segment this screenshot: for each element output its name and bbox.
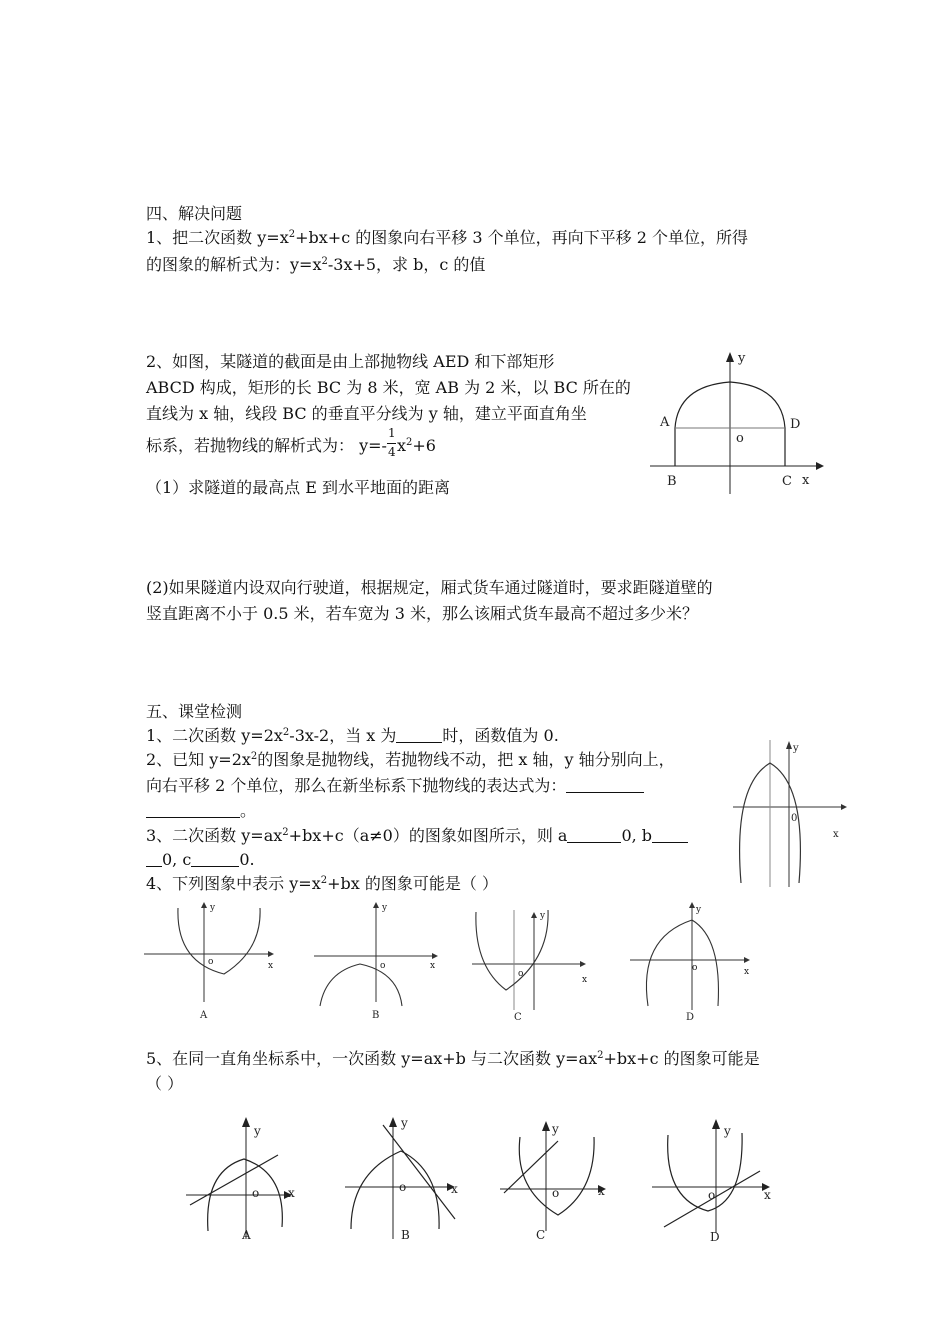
s5-q4: 4、下列图象中表示 $y=x^2+bx$ 的图象可能是（ ）	[146, 874, 498, 893]
tunnel-label-d: D	[790, 417, 801, 432]
tunnel-label-c: C	[782, 474, 792, 489]
s5-q2-line3: 。	[146, 801, 256, 821]
s4-q2-line2: ABCD 构成，矩形的长 BC 为 8 米，宽 AB 为 2 米，以 BC 所在的	[146, 378, 631, 397]
tunnel-label-a: A	[660, 415, 670, 430]
q4-option-a-graph	[142, 902, 282, 1022]
s5-q2-blank-b[interactable]	[146, 802, 240, 818]
q3-parabola-graph	[733, 735, 853, 890]
q4a-label-y: y	[210, 903, 216, 913]
s5-q3-blank-b2[interactable]	[146, 851, 162, 867]
s4-q2-sub2-line2: 竖直距离不小于 0.5 米，若车宽为 3 米，那么该厢式货车最高不超过多少米？	[146, 604, 698, 623]
s5-q5-line2: （ ）	[146, 1074, 184, 1093]
s5-q3-blank-a[interactable]	[567, 827, 621, 843]
q4a-label-o: o	[208, 957, 214, 967]
s4-q2-line3: 直线为 x 轴，线段 BC 的垂直平分线为 y 轴，建立平面直角坐	[146, 404, 587, 423]
q4d-label-o: o	[692, 963, 698, 973]
fraction-one-quarter: $\frac{1}{4}$	[387, 426, 396, 459]
tunnel-diagram	[650, 348, 830, 498]
q4b-label-y: y	[382, 903, 388, 913]
tunnel-label-b: B	[667, 474, 677, 489]
q5b-label-o: o	[399, 1180, 407, 1194]
q4-option-c-graph	[470, 902, 610, 1022]
s4-q2-line1: 2、如图，某隧道的截面是由上部抛物线 AED 和下部矩形	[146, 352, 555, 371]
q3-label-x: x	[833, 829, 839, 840]
s5-q2-line1: 2、已知 $y=2x^2$的图象是抛物线，若抛物线不动，把 x 轴，y 轴分别向上，	[146, 750, 675, 769]
tunnel-label-x: x	[802, 473, 810, 488]
s5-q2-blank-a[interactable]	[566, 777, 644, 793]
q4d-label-x: x	[744, 967, 750, 977]
q5c-label-o: o	[552, 1186, 560, 1200]
q5b-label-y: y	[401, 1116, 408, 1130]
tunnel-label-o: o	[736, 431, 744, 446]
q5c-label-x: x	[598, 1184, 605, 1198]
q5-option-d-label: D	[710, 1230, 720, 1244]
q3-label-y: y	[793, 743, 799, 754]
q5a-label-o: o	[252, 1186, 260, 1200]
q5d-label-o: o	[708, 1188, 716, 1202]
q5c-label-y: y	[552, 1122, 559, 1136]
s5-q3-line2: 0, c 0.	[146, 850, 255, 870]
section5-heading: 五、课堂检测	[146, 702, 243, 721]
s4-q1-line2: 的图象的解析式为：$y=x^2-3x+5$，求 b，c 的值	[146, 255, 486, 274]
q5-option-a-graph	[186, 1115, 336, 1245]
s5-q3-line1: 3、二次函数 $y=ax^2+bx+c(a\ne 0)$的图象如图所示，则 a 0, b	[146, 826, 688, 846]
s5-q1-blank[interactable]	[396, 727, 442, 743]
q5-option-c-graph	[500, 1115, 650, 1245]
q4a-label-x: x	[268, 961, 274, 971]
s4-q2-line4: 标系，若抛物线的解析式为： y=- $\frac{1}{4}$ $x^2+6$	[146, 426, 436, 459]
q4c-label-x: x	[582, 975, 588, 985]
section4-heading: 四、解决问题	[146, 204, 243, 223]
q5-option-c-label: C	[536, 1228, 546, 1242]
s4-q2-sub1: （1）求隧道的最高点 E 到水平地面的距离	[146, 478, 451, 497]
q5a-label-x: x	[288, 1186, 295, 1200]
q4c-label-o: o	[518, 969, 524, 979]
s4-q1-line1: 1、把二次函数 $y=x^2+bx+c$ 的图象向右平移 3 个单位，再向下平移 2 个单位，所得	[146, 228, 748, 247]
q5d-label-y: y	[724, 1124, 731, 1138]
q5d-label-x: x	[764, 1188, 771, 1202]
q5-option-b-label: B	[401, 1228, 410, 1242]
s5-q3-blank-b1[interactable]	[652, 827, 688, 843]
q5-option-a-label: A	[242, 1228, 251, 1242]
q4b-label-o: o	[380, 961, 386, 971]
q4-option-c-label: C	[514, 1012, 522, 1023]
q3-label-o: 0	[791, 813, 798, 824]
s5-q5-line1: 5、在同一直角坐标系中，一次函数 y=ax+b 与二次函数 $y=ax^2+bx+c$ 的图象可能是	[146, 1049, 760, 1068]
q4b-label-x: x	[430, 961, 436, 971]
s5-q3-blank-c[interactable]	[191, 851, 239, 867]
q4-option-a-label: A	[200, 1010, 208, 1021]
s4-q2-sub2-line1: (2)如果隧道内设双向行驶道，根据规定，厢式货车通过隧道时，要求距隧道壁的	[146, 578, 713, 597]
q4-option-d-graph	[628, 902, 768, 1022]
q4c-label-y: y	[540, 911, 546, 921]
q4-option-b-label: B	[372, 1010, 380, 1021]
q5b-label-x: x	[451, 1182, 458, 1196]
q4-option-d-label: D	[686, 1012, 695, 1023]
q5-option-b-graph	[345, 1115, 495, 1245]
tunnel-label-y: y	[738, 351, 746, 366]
q5-option-d-graph	[650, 1115, 800, 1245]
s5-q2-line2: 向右平移 2 个单位，那么在新坐标系下抛物线的表达式为：	[146, 776, 644, 796]
s5-q1: 1、二次函数 $y=2x^2-3x-2$，当 x 为 时，函数值为 0.	[146, 726, 559, 745]
q5a-label-y: y	[254, 1124, 261, 1138]
q4-option-b-graph	[312, 902, 452, 1022]
q4d-label-y: y	[696, 905, 702, 915]
